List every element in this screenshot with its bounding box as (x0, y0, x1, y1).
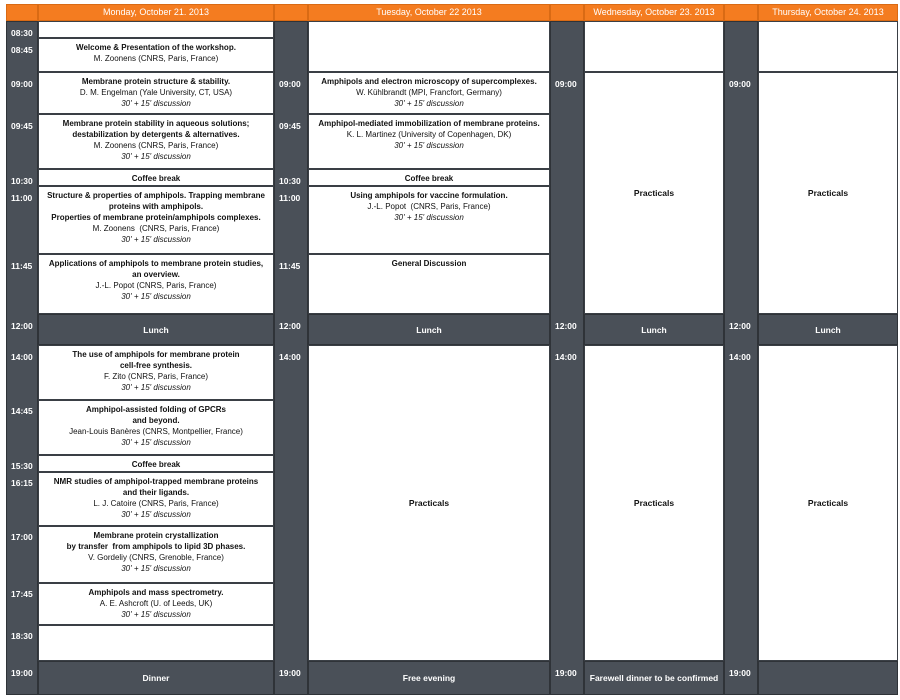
session-title: Membrane protein stability in aqueous solutions; (62, 119, 250, 128)
time-label: 19:00 (555, 668, 577, 678)
time-label: 11:45 (279, 261, 301, 271)
session-speaker: M. Zoonens (CNRS, Paris, France) (92, 224, 220, 233)
header-spacer-thursday (724, 4, 758, 21)
session-title: Amphipol-assisted folding of GPCRs (85, 405, 226, 414)
time-label: 12:00 (11, 321, 33, 331)
session-duration: 30' + 15' discussion (121, 438, 191, 447)
header-spacer-tuesday (274, 4, 308, 21)
time-label: 11:45 (11, 261, 33, 271)
session-title: and beyond. (132, 416, 180, 425)
lunch-tuesday: Lunch (308, 314, 550, 345)
time-column-monday (6, 21, 38, 695)
session-title: Applications of amphipols to membrane protein studies, (48, 259, 264, 268)
time-label: 14:00 (279, 352, 301, 362)
time-label: 09:00 (729, 79, 751, 89)
session-tue-0945 (308, 114, 550, 169)
session-duration: 30' + 15' discussion (121, 510, 191, 519)
session-duration: 30' + 15' discussion (394, 141, 464, 150)
time-label: 15:30 (11, 461, 33, 471)
time-label: 19:00 (729, 668, 751, 678)
header-tuesday: Tuesday, October 22 2013 (308, 4, 550, 21)
time-label: 17:00 (11, 532, 33, 542)
session-speaker: M. Zoonens (CNRS, Paris, France) (93, 141, 219, 150)
session-mon-1615 (38, 472, 274, 526)
session-tue-1100 (308, 186, 550, 254)
session-duration: 30' + 15' discussion (121, 564, 191, 573)
time-label: 12:00 (555, 321, 577, 331)
session-mon-1145 (38, 254, 274, 314)
session-mon-1400 (38, 345, 274, 400)
session-title: by transfer from amphipols to lipid 3D phases. (66, 542, 246, 551)
session-duration: 30' + 15' discussion (121, 235, 191, 244)
time-column-tuesday (274, 21, 308, 695)
practicals-wednesday-pm: Practicals (584, 345, 724, 661)
coffee-break-mon-2: Coffee break (38, 455, 274, 472)
session-mon-1700 (38, 526, 274, 583)
session-title: Membrane protein structure & stability. (81, 77, 231, 86)
session-duration: 30' + 15' discussion (121, 292, 191, 301)
practicals-thursday-pm: Practicals (758, 345, 898, 661)
time-column-wednesday (550, 21, 584, 695)
time-label: 14:00 (11, 352, 33, 362)
session-title: proteins with amphipols. (108, 202, 204, 211)
time-label: 09:00 (279, 79, 301, 89)
session-mon-0945 (38, 114, 274, 169)
lunch-monday: Lunch (38, 314, 274, 345)
header-spacer-wednesday (550, 4, 584, 21)
lunch-thursday: Lunch (758, 314, 898, 345)
session-title: NMR studies of amphipol-trapped membrane proteins (53, 477, 259, 486)
session-title: and their ligands. (122, 488, 190, 497)
slot-wed-morning-empty (584, 21, 724, 72)
session-title: Amphipols and mass spectrometry. (88, 588, 224, 597)
practicals-tuesday: Practicals (308, 345, 550, 661)
time-label: 14:00 (729, 352, 751, 362)
time-label: 18:30 (11, 631, 33, 641)
slot-0830-empty (38, 21, 274, 38)
session-speaker: J.-L. Popot (CNRS, Paris, France) (367, 202, 491, 211)
time-label: 08:30 (11, 28, 33, 38)
header-spacer-monday (6, 4, 38, 21)
session-title: The use of amphipols for membrane protein (72, 350, 240, 359)
session-speaker: K. L. Martinez (University of Copenhagen, DK) (346, 130, 512, 139)
time-label: 08:45 (11, 45, 33, 55)
session-title: an overview. (132, 270, 180, 279)
coffee-break-mon-1: Coffee break (38, 169, 274, 186)
slot-thu-evening (758, 661, 898, 695)
dinner-monday: Dinner (38, 661, 274, 695)
session-mon-1745 (38, 583, 274, 625)
free-evening-tuesday: Free evening (308, 661, 550, 695)
lunch-wednesday: Lunch (584, 314, 724, 345)
session-speaker: V. Gordeliy (CNRS, Grenoble, France) (88, 553, 224, 562)
header-monday: Monday, October 21. 2013 (38, 4, 274, 21)
session-welcome (38, 38, 274, 72)
session-title: Amphipol-mediated immobilization of membrane proteins. (318, 119, 540, 128)
session-speaker: J.-L. Popot (CNRS, Paris, France) (95, 281, 217, 290)
session-title: cell-free synthesis. (119, 361, 193, 370)
session-speaker: F. Zito (CNRS, Paris, France) (103, 372, 208, 381)
session-mon-1100 (38, 186, 274, 254)
time-label: 09:45 (279, 121, 301, 131)
farewell-dinner-wednesday: Farewell dinner to be confirmed (584, 661, 724, 695)
session-speaker: Jean-Louis Banères (CNRS, Montpellier, France) (69, 427, 243, 436)
header-wednesday: Wednesday, October 23. 2013 (584, 4, 724, 21)
session-duration: 30' + 15' discussion (121, 610, 191, 619)
time-label: 11:00 (11, 193, 33, 203)
slot-thu-morning-empty (758, 21, 898, 72)
session-title: Amphipols and electron microscopy of supercomplexes. (321, 77, 537, 86)
session-title: Using amphipols for vaccine formulation. (350, 191, 508, 200)
time-label: 10:30 (279, 176, 301, 186)
time-label: 09:45 (11, 121, 33, 131)
time-label: 14:00 (555, 352, 577, 362)
time-label: 19:00 (11, 668, 33, 678)
session-title: Membrane protein crystallization (93, 531, 219, 540)
session-speaker: L. J. Catoire (CNRS, Paris, France) (93, 499, 219, 508)
time-label: 12:00 (279, 321, 301, 331)
slot-1830-empty (38, 625, 274, 661)
session-speaker: M. Zoonens (CNRS, Paris, France) (93, 54, 219, 63)
session-duration: 30' + 15' discussion (394, 213, 464, 222)
slot-tue-morning-empty (308, 21, 550, 72)
session-title: Welcome & Presentation of the workshop. (76, 43, 236, 52)
session-speaker: D. M. Engelman (Yale University, CT, USA) (79, 88, 233, 97)
time-label: 14:45 (11, 406, 33, 416)
practicals-thursday-am: Practicals (758, 72, 898, 314)
session-speaker: A. E. Ashcroft (U. of Leeds, UK) (99, 599, 213, 608)
session-mon-0900 (38, 72, 274, 114)
session-duration: 30' + 15' discussion (121, 99, 191, 108)
time-label: 12:00 (729, 321, 751, 331)
session-title: Structure & properties of amphipols. Trapping membrane (47, 191, 265, 200)
time-label: 11:00 (279, 193, 301, 203)
time-label: 10:30 (11, 176, 33, 186)
session-mon-1445 (38, 400, 274, 455)
session-title: destabilization by detergents & alternatives. (72, 130, 240, 139)
session-speaker: W. Kühlbrandt (MPI, Francfort, Germany) (356, 88, 502, 97)
coffee-break-tue: Coffee break (308, 169, 550, 186)
session-duration: 30' + 15' discussion (394, 99, 464, 108)
general-discussion: General Discussion (308, 254, 550, 314)
session-title: Properties of membrane protein/amphipols complexes. (51, 213, 261, 222)
time-label: 16:15 (11, 478, 33, 488)
time-column-thursday (724, 21, 758, 695)
time-label: 09:00 (555, 79, 577, 89)
time-label: 09:00 (11, 79, 33, 89)
time-label: 17:45 (11, 589, 33, 599)
time-label: 19:00 (279, 668, 301, 678)
practicals-wednesday-am: Practicals (584, 72, 724, 314)
session-duration: 30' + 15' discussion (121, 383, 191, 392)
session-duration: 30' + 15' discussion (121, 152, 191, 161)
header-thursday: Thursday, October 24. 2013 (758, 4, 898, 21)
session-tue-0900 (308, 72, 550, 114)
